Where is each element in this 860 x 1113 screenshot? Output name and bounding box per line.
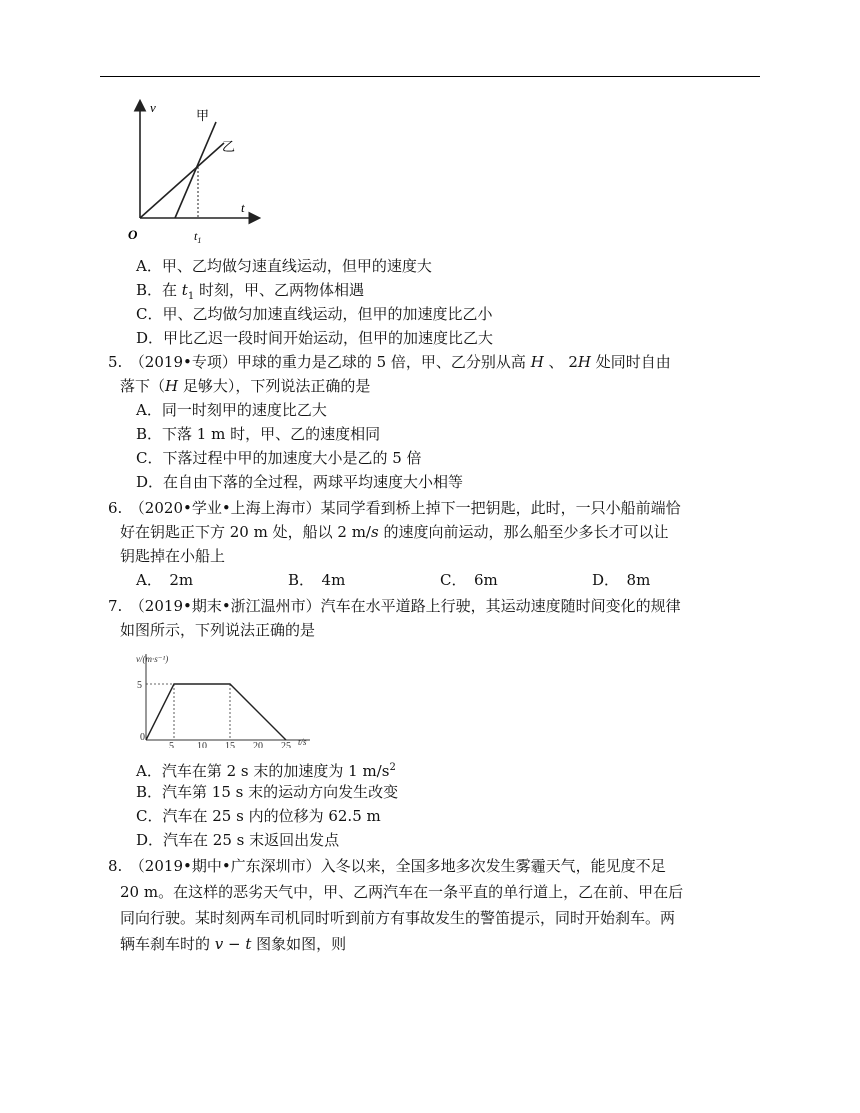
q7-option-c: C．汽车在 25 s 内的位移为 62.5 m (136, 807, 381, 825)
q4-origin-label: O (128, 227, 138, 242)
q7-xtick-15: 15 (225, 741, 235, 748)
q7-series-line (146, 684, 286, 740)
q5-stem-line2: 落下（H 足够大），下列说法正确的是 (120, 377, 371, 395)
q8-stem-line2: 20 m。在这样的恶劣天气中，甲、乙两汽车在一条平直的单行道上，乙在前、甲在后 (120, 883, 684, 901)
q7-y-axis-label: v/(m·s⁻¹) (136, 654, 169, 664)
q4-option-c: C．甲、乙均做匀加速直线运动，但甲的加速度比乙小 (136, 305, 493, 323)
q8-stem-line4: 辆车刹车时的 v − t 图象如图，则 (120, 935, 347, 953)
q6-stem-line2: 好在钥匙正下方 20 m 处，船以 2 m/s 的速度向前运动，那么船至少多长才可以让 (120, 523, 669, 541)
q7-option-d: D．汽车在 25 s 末返回出发点 (136, 831, 340, 849)
q7-origin-label: 0 (140, 732, 145, 743)
q7-xtick-25: 25 (281, 741, 291, 748)
q8-stem-line3: 同向行驶。某时刻两车司机同时听到前方有事故发生的警笛提示，同时开始刹车。两 (120, 909, 676, 927)
q4-option-b: B．在 $t_1$ 时刻，甲、乙两物体相遇 (136, 281, 364, 302)
q7-option-a: A．汽车在第 2 s 末的加速度为 1 $m/s^2$ (136, 762, 396, 780)
q4-t1-label: $t_1$ (194, 229, 202, 245)
q5-option-d: D．在自由下落的全过程，两球平均速度大小相等 (136, 473, 464, 491)
q4-vt-figure (120, 96, 270, 248)
q6-stem-line3: 钥匙掉在小船上 (120, 547, 226, 565)
q5-option-c: C．下落过程中甲的加速度大小是乙的 5 倍 (136, 449, 422, 467)
q8-stem-line1: 8. （2019•期中•广东深圳市）入冬以来，全国多地多次发生雾霾天气，能见度不足 (108, 857, 666, 875)
q6-option-d: D． 8m (592, 571, 651, 589)
q7-stem-line1: 7. （2019•期末•浙江温州市）汽车在水平道路上行驶，其运动速度随时间变化的规律 (108, 597, 681, 615)
q4-line-jia (175, 122, 216, 218)
q7-vt-chart (128, 648, 318, 748)
q6-option-c: C． 6m (440, 571, 498, 589)
q6-option-a: A． 2m (136, 571, 194, 589)
q4-option-d: D．甲比乙迟一段时间开始运动，但甲的加速度比乙大 (136, 329, 494, 347)
q7-ytick-5: 5 (137, 680, 142, 691)
q4-option-a: A．甲、乙均做匀速直线运动，但甲的速度大 (136, 257, 432, 275)
q5-option-b: B．下落 1 m 时，甲、乙的速度相同 (136, 425, 381, 443)
q4-yi-label: 乙 (222, 139, 236, 154)
q5-stem-line1: 5. （2019•专项）甲球的重力是乙球的 5 倍，甲、乙分别从高 H 、 2H 处同时自由 (108, 353, 671, 371)
q7-xtick-5: 5 (169, 741, 174, 748)
q7-xtick-20: 20 (253, 741, 263, 748)
q7-xtick-10: 10 (197, 741, 207, 748)
q7-option-b: B．汽车第 15 s 末的运动方向发生改变 (136, 783, 399, 801)
q4-t-label: t (241, 200, 245, 215)
q4-jia-label: 甲 (196, 108, 210, 123)
q5-option-a: A．同一时刻甲的速度比乙大 (136, 401, 327, 419)
q4-line-yi (140, 143, 224, 218)
q6-option-b: B． 4m (288, 571, 346, 589)
q7-x-axis-label: t/s (298, 737, 307, 747)
header-rule (100, 76, 760, 77)
q7-stem-line2: 如图所示，下列说法正确的是 (120, 621, 316, 639)
q6-stem-line1: 6. （2020•学业•上海上海市）某同学看到桥上掉下一把钥匙，此时，一只小船前端恰 (108, 499, 681, 517)
q4-v-label: v (150, 100, 156, 115)
